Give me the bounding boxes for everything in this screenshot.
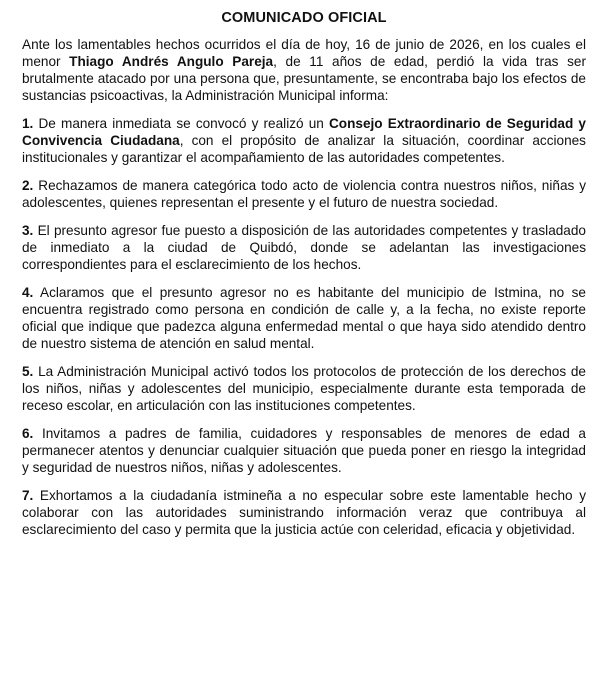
council-name: Consejo Extraordinario de Seguridad y Convivencia Ciudadana [22, 116, 586, 148]
item-text: Exhortamos a la ciudadanía istmineña a no especular sobre este lamentable hecho y colaborar con las autoridades suministrando información veraz que contribuya al esclarecimiento del caso y permita que la justicia actúe con celeridad, eficacia y objetividad. [22, 488, 586, 537]
item-text: El presunto agresor fue puesto a disposición de las autoridades competentes y trasladado de inmediato a la ciudad de Quibdó, donde se adelantan las investigaciones correspondientes para el esclarecimiento de los hechos. [22, 223, 586, 272]
item-number: 5. [22, 364, 34, 379]
intro-paragraph [22, 36, 586, 104]
item-text: , con el propósito de analizar la situación, coordinar acciones institucionales y garantizar el acompañamiento de las autoridades competentes. [22, 133, 586, 165]
item-number: 7. [22, 488, 34, 503]
document-title: COMUNICADO OFICIAL [221, 10, 387, 26]
item-number: 4. [22, 285, 34, 300]
item-text: Rechazamos de manera categórica todo acto de violencia contra nuestros niños, niñas y adolescentes, quienes representan el presente y el futuro de nuestra sociedad. [22, 178, 586, 210]
item-number: 3. [22, 223, 34, 238]
item-5-paragraph [22, 363, 586, 414]
item-4-paragraph [22, 284, 586, 352]
item-number: 1. [22, 116, 34, 131]
item-2-paragraph [22, 177, 586, 211]
item-text: Aclaramos que el presunto agresor no es habitante del municipio de Istmina, no se encuentra registrado como persona en condición de calle y, a la fecha, no existe reporte oficial que indique que padezca alguna enfermedad mental o que haya sido atendido dentro de nuestro sistema de atención en salud mental. [22, 285, 586, 351]
item-number: 6. [22, 426, 34, 441]
victim-name: Thiago Andrés Angulo Pareja [69, 54, 274, 69]
item-3-paragraph [22, 222, 586, 273]
item-6-paragraph [22, 425, 586, 476]
item-1-paragraph [22, 115, 586, 166]
item-text: La Administración Municipal activó todos los protocolos de protección de los derechos de los niños, niñas y adolescentes del municipio, especialmente durante esta temporada de receso escolar, en articulación con las instituciones competentes. [22, 364, 586, 413]
intro-text-before: Ante los lamentables hechos ocurridos el día de hoy, 16 de junio de 2026, en los cuales el menor [22, 37, 586, 69]
intro-text-after: , de 11 años de edad, perdió la vida tras ser brutalmente atacado por una persona que, presuntamente, se encontraba bajo los efectos de sustancias psicoactivas, la Administración Municipal informa: [22, 54, 586, 103]
item-text: Invitamos a padres de familia, cuidadores y responsables de menores de edad a permanecer atentos y denunciar cualquier situación que pueda poner en riesgo la integridad y seguridad de nuestros niños, niñas y adolescentes. [22, 426, 586, 475]
item-7-paragraph [22, 487, 586, 538]
item-text: De manera inmediata se convocó y realizó un [33, 116, 329, 131]
item-number: 2. [22, 178, 34, 193]
